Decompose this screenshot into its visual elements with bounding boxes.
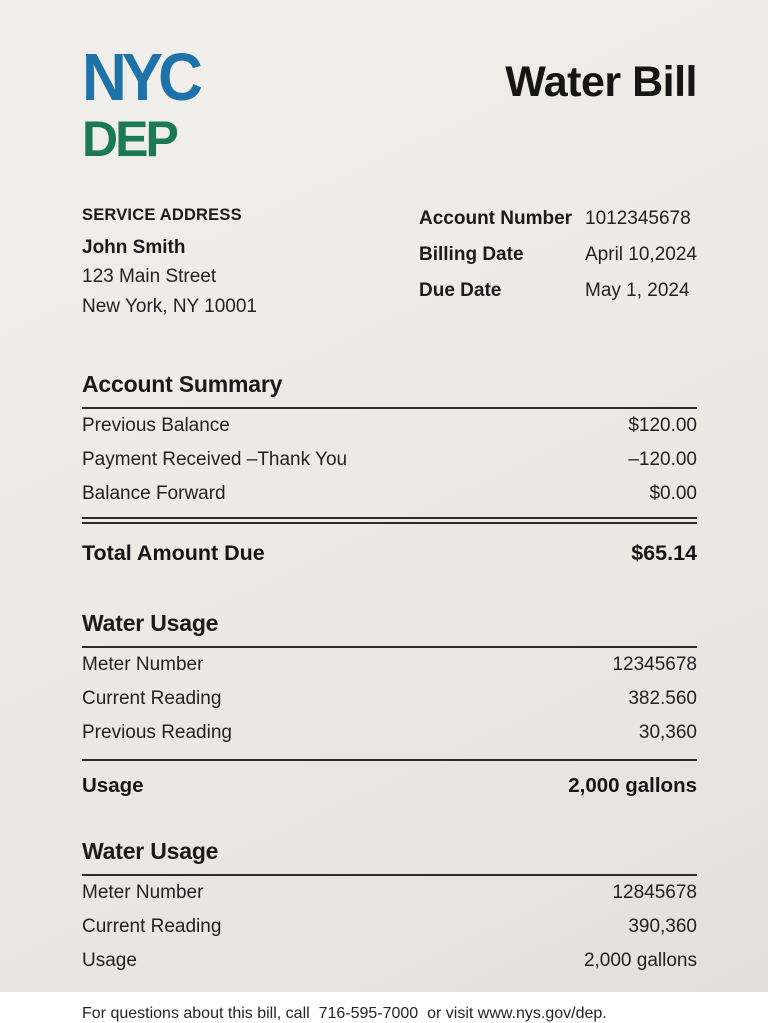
- current-reading-value: 382.560: [628, 688, 697, 710]
- balance-forward-value: $0.00: [649, 483, 697, 505]
- page-title: Water Bill: [505, 58, 697, 106]
- current-reading-label: Current Reading: [82, 688, 222, 710]
- table-row: [82, 648, 697, 682]
- current-reading-2-value: 390,360: [628, 916, 697, 938]
- account-summary-section: [82, 371, 697, 566]
- meter-number-value: 12345678: [612, 654, 697, 676]
- billing-date-label: Billing Date: [419, 243, 524, 265]
- service-address-label: SERVICE ADDRESS: [82, 205, 242, 224]
- previous-balance-label: Previous Balance: [82, 415, 230, 437]
- total-divider: [82, 517, 697, 524]
- logo-dep-text: DEP: [82, 110, 176, 167]
- table-row: [82, 409, 697, 443]
- footer-contact-note: For questions about this bill, call 716-595-7000 or visit www.nys.gov/dep.: [82, 1005, 607, 1023]
- due-date-label: Due Date: [419, 279, 502, 301]
- account-summary-heading: Account Summary: [82, 371, 283, 398]
- payment-received-label: Payment Received –Thank You: [82, 449, 348, 471]
- meter-number-label: Meter Number: [82, 654, 204, 676]
- city-state-zip: New York, NY 10001: [82, 295, 257, 317]
- total-amount-due-row: [82, 524, 697, 566]
- table-row: [82, 716, 697, 750]
- water-usage-section-2: [82, 838, 697, 978]
- previous-reading-label: Previous Reading: [82, 722, 232, 744]
- table-row: [82, 910, 697, 944]
- current-reading-2-label: Current Reading: [82, 916, 222, 938]
- previous-reading-value: 30,360: [638, 722, 697, 744]
- account-number-label: Account Number: [419, 207, 573, 229]
- bill-info-row: [82, 206, 697, 321]
- nyc-dep-logo: [82, 40, 198, 167]
- customer-name: John Smith: [82, 236, 186, 258]
- usage-label: Usage: [82, 774, 144, 798]
- total-amount-due-label: Total Amount Due: [82, 541, 265, 566]
- billing-date-value: April 10,2024: [585, 243, 697, 265]
- water-usage-section-1: [82, 610, 697, 798]
- table-row: [82, 682, 697, 716]
- street-address: 123 Main Street: [82, 266, 217, 288]
- usage-total-row: [82, 761, 697, 798]
- bill-header: [82, 40, 697, 167]
- previous-balance-value: $120.00: [628, 415, 697, 437]
- balance-forward-label: Balance Forward: [82, 483, 226, 505]
- logo-nyc-text: NYC: [82, 40, 198, 116]
- table-row: [82, 477, 697, 511]
- table-row: [82, 944, 697, 978]
- total-amount-due-value: $65.14: [631, 541, 697, 566]
- table-row: [82, 443, 697, 477]
- usage-2-value: 2,000 gallons: [583, 950, 697, 972]
- usage-2-label: Usage: [82, 950, 137, 972]
- account-number-value: 1012345678: [585, 207, 691, 229]
- due-date-value: May 1, 2024: [585, 279, 690, 301]
- account-info-block: [419, 208, 697, 321]
- water-usage-1-heading: Water Usage: [82, 610, 219, 637]
- water-usage-2-heading: Water Usage: [82, 838, 219, 865]
- usage-value: 2,000 gallons: [568, 774, 697, 798]
- service-address-block: [82, 206, 257, 321]
- table-row: [82, 876, 697, 910]
- meter-number-2-value: 12845678: [612, 882, 697, 904]
- payment-received-value: –120.00: [628, 449, 697, 471]
- meter-number-2-label: Meter Number: [82, 882, 204, 904]
